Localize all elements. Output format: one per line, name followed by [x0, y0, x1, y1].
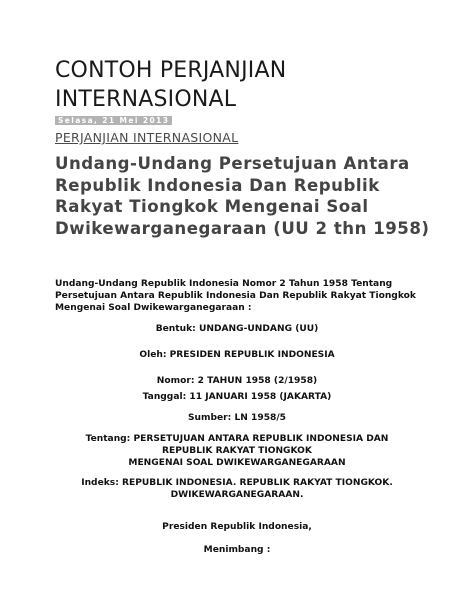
- indeks-line-1: Indeks: REPUBLIK INDONESIA. REPUBLIK RAKYAT TIONGKOK.: [81, 478, 393, 488]
- sumber-line: Sumber: LN 1958/5: [188, 413, 286, 423]
- post-title: Undang-Undang Persetujuan Antara Republik Indonesia Dan Republik Rakyat Tiongkok Mengenai Soal Dwikewarganegaraan (UU 2 thn 1958): [55, 154, 430, 238]
- tentang-line-1: Tentang: PERSETUJUAN ANTARA REPUBLIK INDONESIA DAN: [85, 434, 389, 444]
- oleh-line: Oleh: PRESIDEN REPUBLIK INDONESIA: [139, 350, 335, 360]
- tentang-line-2: REPUBLIK RAKYAT TIONGKOK: [162, 446, 312, 456]
- menimbang-line: Menimbang :: [203, 545, 271, 555]
- tentang-line-3: MENGENAI SOAL DWIKEWARGANEGARAAN: [128, 458, 346, 468]
- tanggal-line: Tanggal: 11 JANUARI 1958 (JAKARTA): [142, 392, 332, 402]
- category-link[interactable]: PERJANJIAN INTERNASIONAL: [55, 130, 239, 145]
- intro-paragraph: Undang-Undang Republik Indonesia Nomor 2 Tahun 1958 Tentang Persetujuan Antara Republik Indonesia Dan Republik Rakyat Tiongkok Mengenai Soal Dwikewarganegaraan :: [55, 279, 416, 313]
- presiden-line: Presiden Republik Indonesia,: [162, 522, 312, 532]
- indeks-line-2: DWIKEWARGANEGARAAN.: [170, 490, 304, 500]
- nomor-line: Nomor: 2 TAHUN 1958 (2/1958): [156, 376, 318, 386]
- bentuk-line: Bentuk: UNDANG-UNDANG (UU): [155, 324, 319, 334]
- post-date: Selasa, 21 Mei 2013: [55, 116, 172, 125]
- blog-title: CONTOH PERJANJIAN INTERNASIONAL: [55, 58, 287, 112]
